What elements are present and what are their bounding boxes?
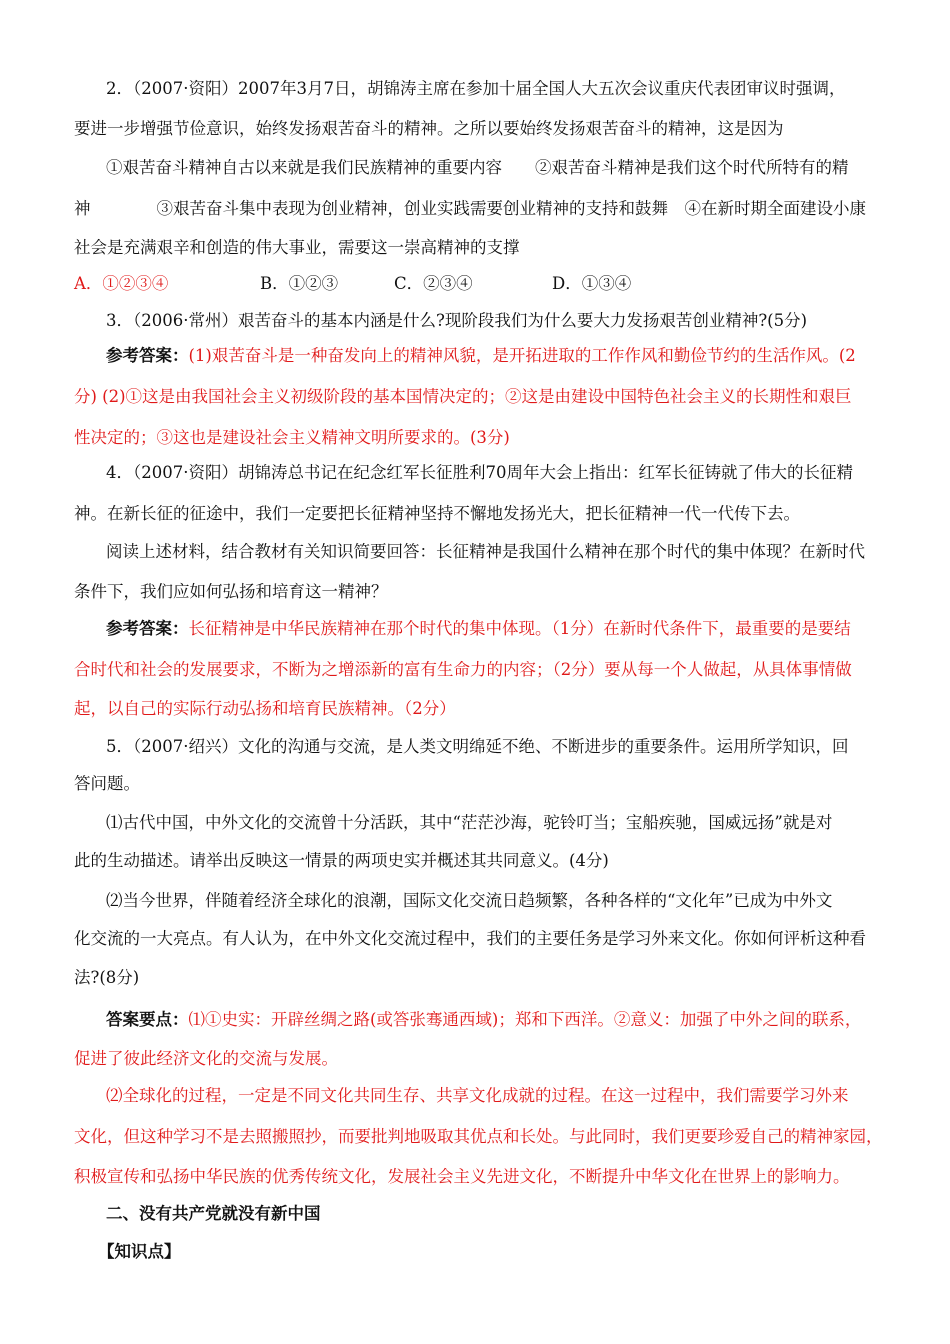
q5-answer-label: 答案要点： (106, 1010, 189, 1029)
q5-answer-line: 积极宣传和弘扬中华民族的优秀传统文化，发展社会主义先进文化，不断提升中华文化在世界上的影响力。 (74, 1167, 850, 1186)
q4-line: 4．（2007·资阳）胡锦涛总书记在纪念红军长征胜利70周年大会上指出：红军长征铸就了伟大的长征精 (106, 463, 853, 482)
q3-answer-label: 参考答案： (106, 346, 189, 365)
q3-line: 3．（2006·常州）艰苦奋斗的基本内涵是什么?现阶段我们为什么要大力发扬艰苦创业精神?(5分) (106, 311, 808, 330)
knowledge-point-heading: 【知识点】 (98, 1242, 181, 1261)
q5-sub1-line: ⑴古代中国，中外文化的交流曾十分活跃，其中“茫茫沙海，驼铃叮当；宝船疾驰，国威远扬”就是对 (106, 813, 833, 832)
q2-option-b: B．①②③ (260, 274, 339, 293)
section-heading: 二、没有共产党就没有新中国 (106, 1204, 321, 1223)
q4-answer-label: 参考答案： (106, 619, 189, 638)
q3-answer (106, 345, 884, 367)
q2-option-c: C．②③④ (394, 274, 473, 293)
q5-answer-line: 文化，但这种学习不是去照搬照抄，而要批判地吸取其优点和长处。与此同时，我们更要珍爱自己的精神家园， (74, 1127, 883, 1146)
q5-answer-line: 促进了彼此经济文化的交流与发展。 (74, 1049, 338, 1068)
q4-line: 阅读上述材料，结合教材有关知识简要回答：长征精神是我国什么精神在那个时代的集中体现？在新时代 (106, 542, 865, 561)
q2-line: ①艰苦奋斗精神自古以来就是我们民族精神的重要内容 ②艰苦奋斗精神是我们这个时代所特有的精 (106, 158, 849, 177)
q2-option-d: D．①③④ (552, 274, 632, 293)
q4-line: 神。在新长征的征途中，我们一定要把长征精神坚持不懈地发扬光大，把长征精神一代一代传下去。 (74, 504, 800, 523)
q5-line: 5．（2007·绍兴）文化的沟通与交流，是人类文明绵延不绝、不断进步的重要条件。运用所学知识，回 (106, 737, 849, 756)
q5-answer-line: ⑵全球化的过程，一定是不同文化共同生存、共享文化成就的过程。在这一过程中，我们需要学习外来 (106, 1086, 849, 1105)
q5-answer-text: ⑴①史实：开辟丝绸之路(或答张骞通西域)；郑和下西洋。②意义：加强了中外之间的联系， (188, 1010, 862, 1029)
q2-option-a: A．①②③④ (74, 274, 169, 293)
q2-options (74, 273, 884, 295)
q2-line: 神 ③艰苦奋斗集中表现为创业精神，创业实践需要创业精神的支持和鼓舞 ④在新时期全面建设小康 (74, 199, 866, 218)
q3-answer-line: 性决定的；③这也是建设社会主义精神文明所要求的。(3分) (74, 428, 510, 447)
q5-sub1-line: 此的生动描述。请举出反映这一情景的两项史实并概述其共同意义。(4分) (74, 851, 609, 870)
q4-answer (106, 618, 884, 640)
q2-line: 社会是充满艰辛和创造的伟大事业，需要这一崇高精神的支撑 (74, 238, 520, 257)
q4-line: 条件下，我们应如何弘扬和培育这一精神？ (74, 582, 388, 601)
q4-answer-text: 长征精神是中华民族精神在那个时代的集中体现。（1分）在新时代条件下，最重要的是要结 (188, 619, 851, 638)
q5-line: 答问题。 (74, 774, 140, 793)
q3-answer-line: 分) (2)①这是由我国社会主义初级阶段的基本国情决定的；②这是由建设中国特色社会主义的长期性和艰巨 (74, 387, 852, 406)
q2-line: 要进一步增强节俭意识，始终发扬艰苦奋斗的精神。之所以要始终发扬艰苦奋斗的精神，这是因为 (74, 119, 784, 138)
q5-sub2-line: 化交流的一大亮点。有人认为，在中外文化交流过程中，我们的主要任务是学习外来文化。你如何评析这种看 (74, 929, 866, 948)
q4-answer-line: 合时代和社会的发展要求，不断为之增添新的富有生命力的内容；（2分）要从每一个人做起，从具体事情做 (74, 660, 852, 679)
q2-line: 2．（2007·资阳）2007年3月7日，胡锦涛主席在参加十届全国人大五次会议重庆代表团审议时强调， (106, 79, 846, 98)
q5-sub2-line: ⑵当今世界，伴随着经济全球化的浪潮，国际文化交流日趋频繁，各种各样的“文化年”已成为中外文 (106, 891, 833, 910)
q3-answer-text: (1)艰苦奋斗是一种奋发向上的精神风貌，是开拓进取的工作作风和勤俭节约的生活作风。(2 (188, 346, 856, 365)
q4-answer-line: 起，以自己的实际行动弘扬和培育民族精神。（2分） (74, 699, 456, 718)
q5-answer (106, 1009, 884, 1031)
q5-sub2-line: 法?(8分) (74, 968, 140, 987)
